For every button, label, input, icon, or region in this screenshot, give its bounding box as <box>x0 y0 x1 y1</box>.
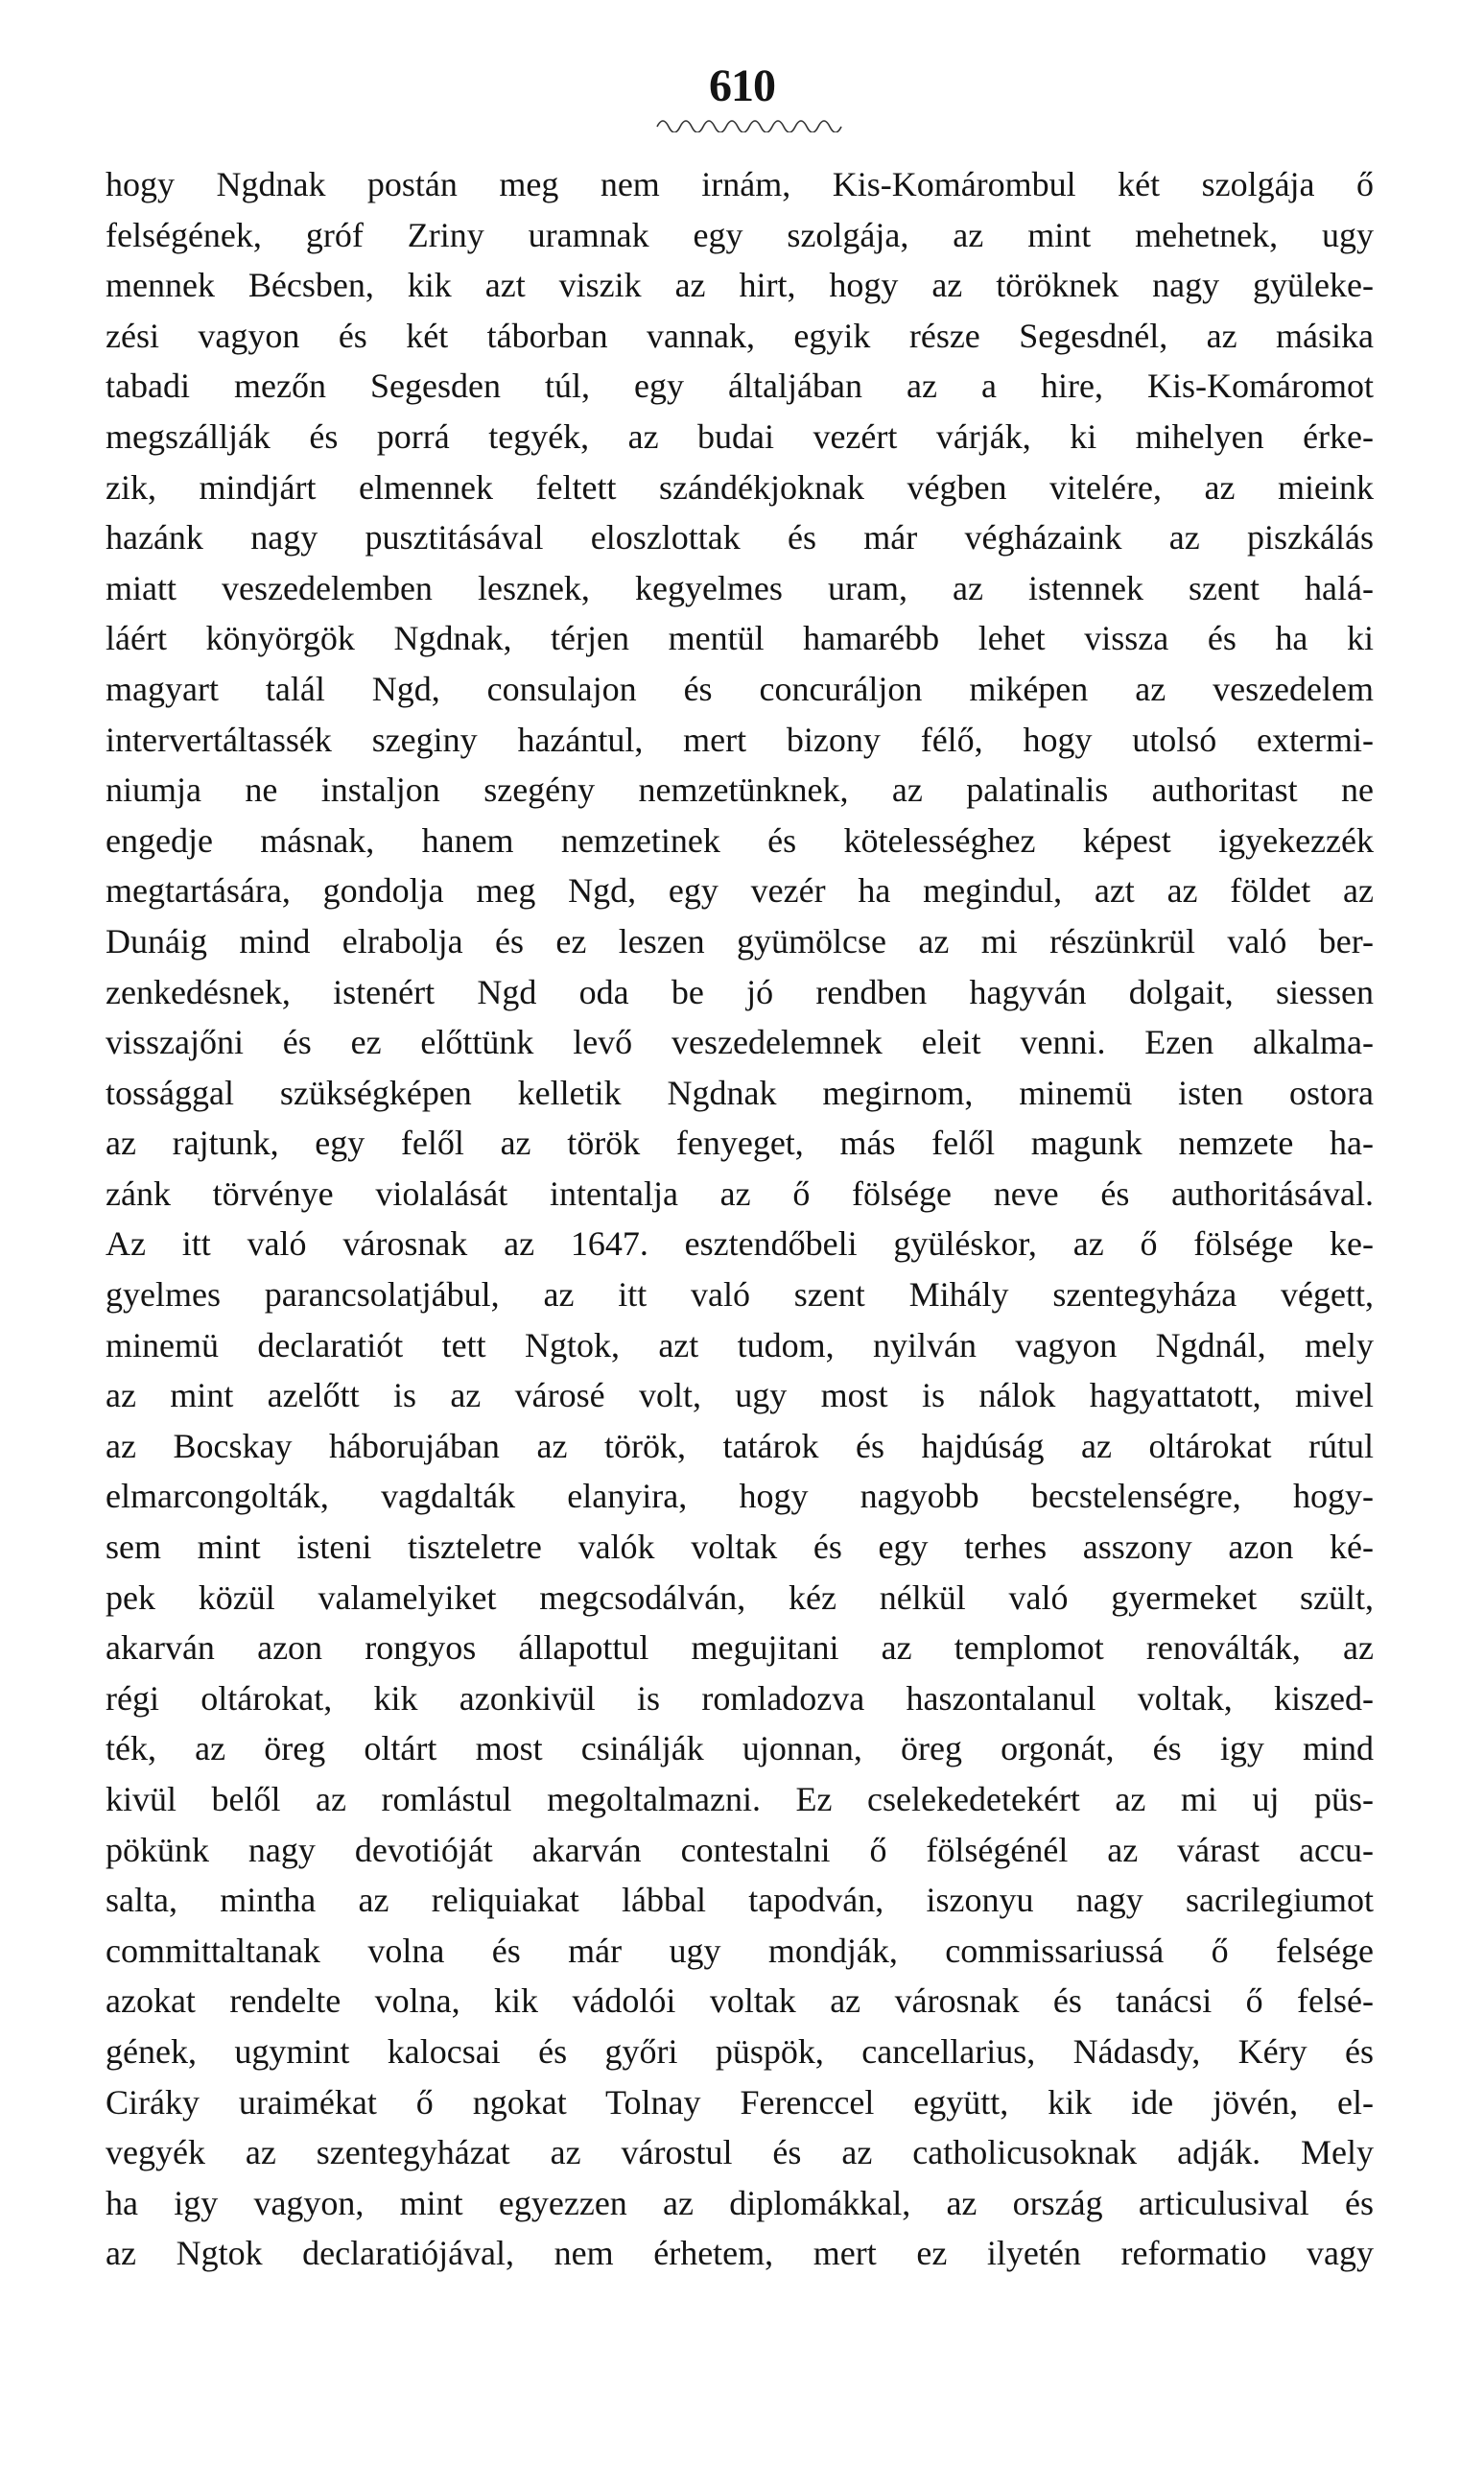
text-line: zánk törvénye violalását intentalja az ő fölsége neve és authoritásával. <box>106 1174 1374 1213</box>
text-line: régi oltárokat, kik azonkivül is romladozva haszontalanul voltak, kiszed- <box>106 1678 1374 1718</box>
text-line: megtartására, gondolja meg Ngd, egy vezér ha megindul, azt az földet az <box>106 871 1374 911</box>
text-line: tossággal szükségképen kelletik Ngdnak megirnom, minemü isten ostora <box>106 1073 1374 1112</box>
text-line: committaltanak volna és már ugy mondják, commissariussá ő felsége <box>106 1931 1374 1970</box>
page-number: 610 <box>709 60 775 111</box>
text-line: pökünk nagy devotióját akarván contestalni ő fölségénél az várast accu- <box>106 1830 1374 1869</box>
text-line: zenkedésnek, istenért Ngd oda be jó rendben hagyván dolgait, siessen <box>106 972 1374 1011</box>
text-line: magyart talál Ngd, consulajon és concuráljon miképen az veszedelem <box>106 669 1374 708</box>
text-line: vegyék az szentegyházat az várostul és az catholicusoknak adják. Mely <box>106 2133 1374 2172</box>
text-line: hogy Ngdnak postán meg nem irnám, Kis-Komárombul két szolgája ő <box>106 165 1374 203</box>
text-line: zési vagyon és két táborban vannak, egyik része Segesdnél, az másika <box>106 316 1374 355</box>
text-line: azokat rendelte volna, kik vádolói voltak az városnak és tanácsi ő felsé- <box>106 1981 1374 2021</box>
text-line: felségének, gróf Zriny uramnak egy szolgája, az mint mehetnek, ugy <box>106 215 1374 254</box>
text-line: kivül belől az romlástul megoltalmazni. Ez cselekedetekért az mi uj püs- <box>106 1780 1374 1818</box>
text-line: tabadi mezőn Segesden túl, egy általjában az a hire, Kis-Komáromot <box>106 367 1374 406</box>
text-line: pek közül valamelyiket megcsodálván, kéz nélkül való gyermeket szült, <box>106 1577 1374 1617</box>
text-line: gének, ugymint kalocsai és győri püspök, cancellarius, Nádasdy, Kéry és <box>106 2031 1374 2071</box>
text-line: zik, mindjárt elmennek feltett szándékjoknak végben vitelére, az mieink <box>106 467 1374 507</box>
text-line: megszállják és porrá tegyék, az budai vezért várják, ki mihelyen érke- <box>106 416 1374 456</box>
text-line: miatt veszedelemben lesznek, kegyelmes uram, az istennek szent halá- <box>106 568 1374 607</box>
text-line: ha igy vagyon, mint egyezzen az diplomákkal, az ország articulusival és <box>106 2183 1374 2222</box>
text-line: intervertáltassék szeginy hazántul, mert bizony félő, hogy utolsó extermi- <box>106 720 1374 759</box>
text-line: Az itt való városnak az 1647. esztendőbeli gyüléskor, az ő fölsége ke- <box>106 1224 1374 1264</box>
text-line: az Ngtok declaratiójával, nem érhetem, mert ez ilyetén reformatio vagy <box>106 2234 1374 2273</box>
text-line: gyelmes parancsolatjábul, az itt való szent Mihály szentegyháza végett, <box>106 1275 1374 1315</box>
text-line: Ciráky uraimékat ő ngokat Tolnay Ferenccel együtt, kik ide jövén, el- <box>106 2082 1374 2122</box>
text-line: sem mint isteni tiszteletre valók voltak és egy terhes asszony azon ké- <box>106 1528 1374 1567</box>
text-line: az rajtunk, egy felől az török fenyeget, más felől magunk nemzete ha- <box>106 1124 1374 1163</box>
text-line: az Bocskay háborujában az török, tatárok és hajdúság az oltárokat rútul <box>106 1426 1374 1465</box>
text-line: visszajőni és ez előttünk levő veszedelemnek eleit venni. Ezen alkalma- <box>106 1023 1374 1062</box>
text-line: minemü declaratiót tett Ngtok, azt tudom, nyilván vagyon Ngdnál, mely <box>106 1325 1374 1364</box>
text-line: engedje másnak, hanem nemzetinek és kötelességhez képest igyekezzék <box>106 820 1374 860</box>
text-line: saltа, mintha az reliquiakat lábbal tapodván, iszonyu nagy sacrilegiumot <box>106 1881 1374 1920</box>
text-line: hazánk nagy pusztitásával eloszlottak és már végházaink az piszkálás <box>106 518 1374 557</box>
text-line: niumja ne instaljon szegény nemzetünknek, az palatinalis authoritast ne <box>106 771 1374 810</box>
text-line: akarván azon rongyos állapottul megujitani az templomot renoválták, az <box>106 1628 1374 1668</box>
wavy-ornament-divider <box>655 113 847 132</box>
body-text <box>106 159 1374 2279</box>
text-line: elmarcongolták, vagdalták elanyira, hogy nagyobb becstelenségre, hogy- <box>106 1477 1374 1516</box>
text-line: Dunáig mind elrabolja és ez leszen gyümölcse az mi részünkrül való ber- <box>106 921 1374 960</box>
text-line: mennek Bécsben, kik azt viszik az hirt, hogy az töröknek nagy gyüleke- <box>106 266 1374 305</box>
text-line: ték, az öreg oltárt most csinálják ujonnan, öreg orgonát, és igy mind <box>106 1729 1374 1768</box>
text-line: láért könyörgök Ngdnak, térjen mentül hamarébb lehet vissza és ha ki <box>106 619 1374 658</box>
text-line: az mint azelőtt is az városé volt, ugy most is nálok hagyattatott, mivel <box>106 1376 1374 1415</box>
